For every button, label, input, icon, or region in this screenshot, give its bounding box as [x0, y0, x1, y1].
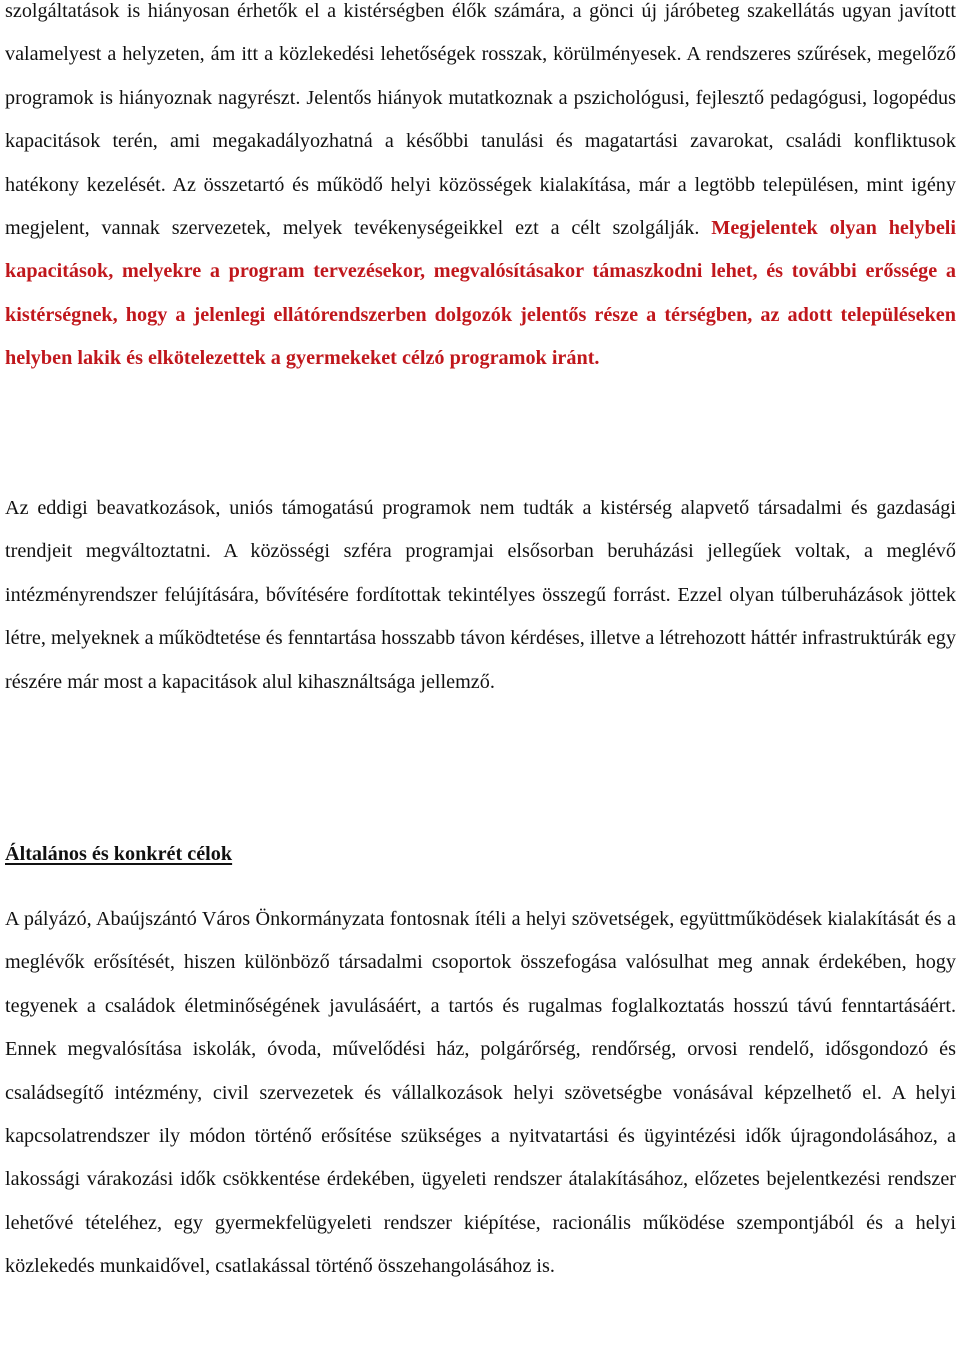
section-heading-text: Általános és konkrét célok	[5, 843, 233, 865]
paragraph-1	[5, 0, 956, 381]
section-heading	[5, 833, 956, 876]
paragraph-2: Az eddigi beavatkozások, uniós támogatású programok nem tudták a kistérség alapvető társadalmi és gazdasági trendjeit megváltoztatni. A közösségi szféra programjai elsősorban beruházási jellegűek voltak, a meglévő intézményrendszer felújítására, bővítésére fordítottak tekintélyes összegű forrást. Ezzel olyan túlberuházások jöttek létre, melyeknek a működtetése és fenntartása hosszabb távon kérdéses, illetve a létrehozott háttér infrastruktúrák egy részére már most a kapacitások alul kihasználtsága jellemző.	[5, 497, 956, 693]
paragraph-1-emphasis: Megjelentek olyan helybeli kapacitások, melyekre a program tervezésekor, megvalósításakor támaszkodni lehet, és további erőssége a kistérségnek, hogy a jelenlegi ellátórendszerben dolgozók jelentős része a térségben, az adott településeken helyben lakik és elkötelezettek a gyermekeket célzó programok iránt.	[5, 217, 956, 370]
paragraph-3: A pályázó, Abaújszántó Város Önkormányzata fontosnak ítéli a helyi szövetségek, együttműködések kialakítását és a meglévők erősítését, hiszen különböző társadalmi csoportok összefogása valósulhat meg annak érdekében, hogy tegyenek a családok életminőségének javulásáért, a tartós és rugalmas foglalkoztatás hosszú távú fenntartásáért. Ennek megvalósítása iskolák, óvoda, művelődési ház, polgárőrség, rendőrség, orvosi rendelő, idősgondozó és családsegítő intézmény, civil szervezetek és vállalkozások helyi szövetségbe vonásával képzelhető el. A helyi kapcsolatrendszer ily módon történő erősítése szükséges a nyitvatartási és ügyintézési idők újragondolásához, a lakossági várakozási idők csökkentése érdekében, ügyeleti rendszer átalakításához, előzetes bejelentkezési rendszer lehetővé tételéhez, egy gyermekfelügyeleti rendszer kiépítése, racionális működése szempontjából és a helyi közlekedés munkaidővel, csatlakással történő összehangolásához is.	[5, 908, 956, 1278]
paragraph-1-text: szolgáltatások is hiányosan érhetők el a kistérségben élők számára, a gönci új járóbeteg szakellátás ugyan javított valamelyest a helyzeten, ám itt a közlekedési lehetőségek rosszak, körülményesek. A rendszeres szűrések, megelőző programok is hiányoznak nagyrészt. Jelentős hiányok mutatkoznak a pszichológusi, fejlesztő pedagógusi, logopédus kapacitások terén, ami megakadályozhatná a későbbi tanulási és magatartási zavarokat, családi konfliktusok hatékony kezelését. Az összetartó és működő helyi közösségek kialakítása, már a legtöbb településen, mint igény megjelent, vannak szervezetek, melyek tevékenységeikkel ezt a célt szolgálják.	[5, 0, 956, 240]
